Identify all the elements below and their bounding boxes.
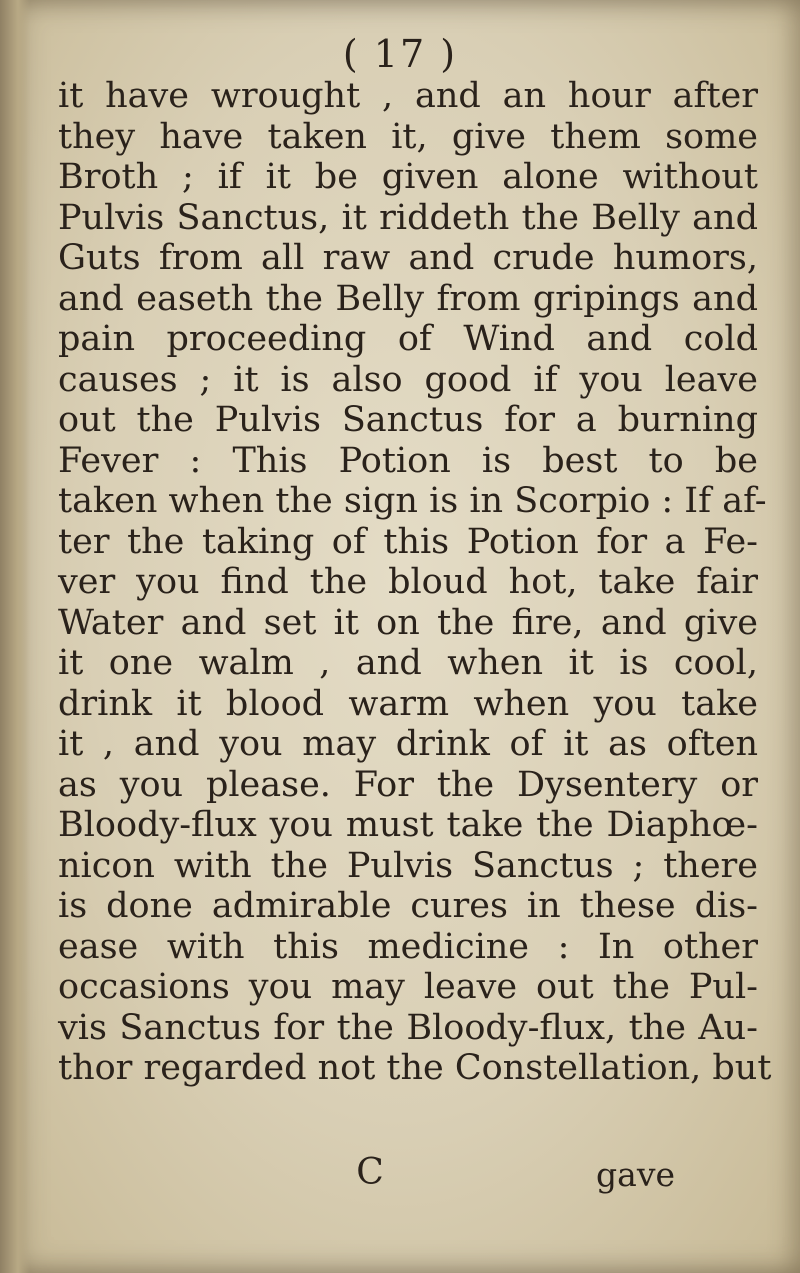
- text-line: and easeth the Belly from gripings and: [58, 278, 758, 319]
- text-line: thor regarded not the Constellation, but: [58, 1048, 772, 1088]
- text-line: taken when the sign is in Scorpio : If af-: [58, 481, 767, 521]
- text-line: Bloody-flux you must take the Diaphœ-: [58, 805, 758, 845]
- text-line: is done admirable cures in these dis-: [58, 886, 758, 926]
- text-line: Broth ; if it be given alone without: [58, 157, 758, 197]
- text-line: it one walm , and when it is cool,: [58, 643, 758, 683]
- text-line: out the Pulvis Sanctus for a burning: [58, 400, 758, 440]
- text-line: Pulvis Sanctus, it riddeth the Belly and: [58, 197, 758, 238]
- text-line: vis Sanctus for the Bloody-flux, the Au-: [58, 1007, 758, 1048]
- text-line: Guts from all raw and crude humors,: [58, 238, 758, 278]
- text-line: nicon with the Pulvis Sanctus ; there: [58, 845, 758, 886]
- text-line: Water and set it on the fire, and give: [58, 602, 758, 643]
- signature-mark: C: [356, 1152, 384, 1193]
- text-line: it , and you may drink of it as often: [58, 724, 758, 764]
- text-line: occasions you may leave out the Pul-: [58, 967, 758, 1007]
- catchword: gave: [596, 1155, 675, 1194]
- text-line: ver you find the bloud hot, take fair: [58, 562, 758, 602]
- text-line: pain proceeding of Wind and cold: [58, 319, 758, 359]
- page-gutter: [0, 0, 30, 1273]
- text-line: drink it blood warm when you take: [58, 683, 758, 724]
- text-line: as you please. For the Dysentery or: [58, 764, 758, 805]
- text-line: it have wrought , and an hour after: [58, 76, 758, 116]
- text-line: ter the taking of this Potion for a Fe-: [58, 521, 758, 562]
- text-line: Fever : This Potion is best to be: [58, 440, 758, 481]
- page-number: ( 17 ): [342, 32, 458, 76]
- text-line: they have taken it, give them some: [58, 116, 758, 157]
- text-line: ease with this medicine : In other: [58, 926, 758, 967]
- body-text: [58, 76, 772, 1089]
- text-line: causes ; it is also good if you leave: [58, 359, 758, 400]
